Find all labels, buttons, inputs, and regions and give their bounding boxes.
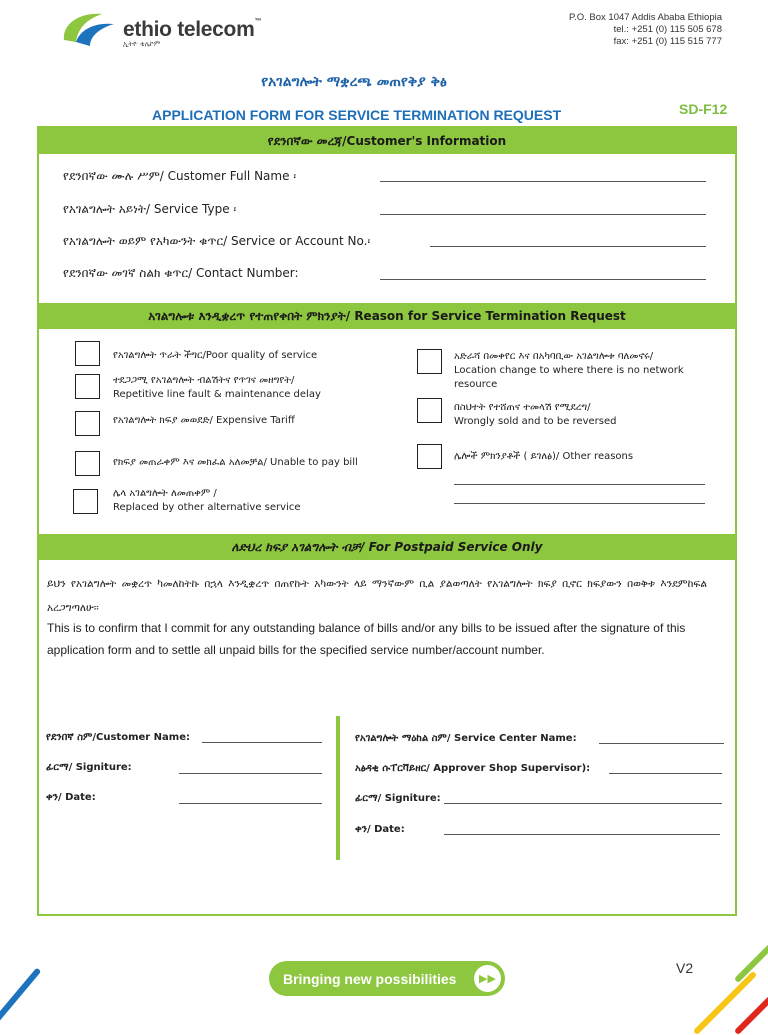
- poor-quality-label: የአገልግሎት ጥራት ችግር/Poor quality of service: [113, 350, 318, 361]
- decorative-stripe-blue: [0, 967, 41, 1024]
- form-title-english: APPLICATION FORM FOR SERVICE TERMINATION REQUEST: [152, 107, 562, 123]
- telephone: tel.: +251 (0) 115 505 678: [613, 24, 722, 35]
- customer-date-label: ቀን/ Date:: [46, 792, 96, 803]
- approver-signature-label: ፊርማ/ Signiture:: [355, 793, 441, 804]
- other-reasons-line-2[interactable]: [454, 503, 705, 504]
- service-center-name-label: የአገልግሎት ማዕከል ስም/ Service Center Name:: [355, 733, 577, 744]
- customer-full-name-field[interactable]: [380, 181, 706, 182]
- decorative-stripe-red: [734, 996, 768, 1035]
- wrongly-sold-checkbox[interactable]: [417, 398, 442, 423]
- service-type-label: የአገልግሎት አይነት/ Service Type ፡: [63, 202, 237, 216]
- contact-number-field[interactable]: [380, 279, 706, 280]
- account-number-label: የአገልግሎት ወይም የአካውንት ቁጥር/ Service or Account No.፡: [63, 234, 371, 248]
- location-change-label: አድራሻ በመቀየር እና በአካባቢው አገልግሎቱ ባለመኖሩ/ Location change to where there is no network resource: [454, 351, 684, 390]
- other-reasons-label: ሌሎች ምክንያቶች ( ይገለፅ)/ Other reasons: [454, 451, 634, 462]
- postpaid-commitment-amharic: ይህን የአገልግሎት መቋረጥ ካመለከትኩ በኋላ እንዲቋረጥ በጠየኩት አካውንት ላይ ማንኛውም ቢል ያልወጣለት የአገልግሎት ክፍያ ቢኖር ክፍያውን በወቅቱ እንደምከፍል አረጋግጣለሁ፡፡: [47, 578, 707, 614]
- po-box: P.O. Box 1047 Addis Ababa Ethiopia: [569, 12, 722, 23]
- approver-date-label: ቀን/ Date:: [355, 824, 405, 835]
- forward-arrow-icon: ▶▶: [474, 965, 501, 992]
- contact-block: [569, 12, 722, 48]
- customer-info-heading: የደንበኛው መረጃ/Customer's Information: [39, 128, 735, 154]
- account-number-field[interactable]: [430, 246, 706, 247]
- slogan-banner: [269, 961, 505, 996]
- slogan-text: Bringing new possibilities: [283, 970, 457, 987]
- form-code: SD-F12: [679, 101, 728, 117]
- service-center-name-field[interactable]: [599, 743, 724, 744]
- ethio-telecom-logo-icon: [60, 10, 116, 50]
- version-label: V2: [676, 960, 694, 976]
- contact-number-label: የደንበኛው መገኛ ስልክ ቁጥር/ Contact Number:: [63, 266, 299, 280]
- approver-date-field[interactable]: [444, 834, 720, 835]
- expensive-tariff-label: የአገልግሎት ክፍያ መወደድ/ Expensive Tariff: [113, 415, 295, 426]
- approver-supervisor-label: አፅዳቂ ሱፐርቫይዘር/ Approver Shop Supervisor):: [355, 763, 591, 774]
- expensive-tariff-checkbox[interactable]: [75, 411, 100, 436]
- poor-quality-checkbox[interactable]: [75, 341, 100, 366]
- service-type-field[interactable]: [380, 214, 706, 215]
- other-reasons-checkbox[interactable]: [417, 444, 442, 469]
- customer-signature-label: ፊርማ/ Signiture:: [46, 762, 132, 773]
- approver-supervisor-field[interactable]: [609, 773, 722, 774]
- alternative-service-label: ሌላ አገልግሎት ለመጠቀም / Replaced by other alternative service: [113, 488, 301, 513]
- signature-divider: [336, 716, 340, 860]
- customer-date-field[interactable]: [179, 803, 322, 804]
- customer-name-sign-field[interactable]: [202, 742, 322, 743]
- customer-name-label: የደንበኛ ስም/Customer Name:: [46, 732, 190, 743]
- unable-to-pay-label: የክፍያ መጠራቀም እና መክፈል አለመቻል/ Unable to pay bill: [113, 457, 358, 468]
- brand-name: ethio telecom™: [123, 18, 262, 41]
- customer-signature-field[interactable]: [179, 773, 322, 774]
- alternative-service-checkbox[interactable]: [73, 489, 98, 514]
- line-fault-checkbox[interactable]: [75, 374, 100, 399]
- wrongly-sold-label: በስህተት የተሸጠና ተመላሽ የሚደረግ/ Wrongly sold and to be reversed: [454, 402, 617, 427]
- form-title-amharic: የአገልግሎት ማቋረጫ መጠየቅያ ቅፅ: [261, 74, 447, 90]
- customer-full-name-label: የደንበኛው ሙሉ ሥም/ Customer Full Name ፡: [63, 169, 297, 183]
- postpaid-commitment-english: This is to confirm that I commit for any outstanding balance of bills and/or any bills to be issued after the signature of this application form and to settle all unpaid bills for the specified service number/account number.: [47, 621, 686, 657]
- location-change-checkbox[interactable]: [417, 349, 442, 374]
- other-reasons-line-1[interactable]: [454, 484, 705, 485]
- fax: fax: +251 (0) 115 515 777: [613, 36, 722, 47]
- postpaid-heading: ለድህረ ክፍያ አገልግሎት ብቻ/ For Postpaid Service Only: [39, 534, 735, 560]
- approver-signature-field[interactable]: [444, 803, 722, 804]
- unable-to-pay-checkbox[interactable]: [75, 451, 100, 476]
- line-fault-label: ተደጋጋሚ የአገልግሎት ብልሽትና የጥገና መዘግየት/ Repetitive line fault & maintenance delay: [113, 375, 321, 400]
- brand-name-amharic: ኢትዮ ቴሌኮም: [123, 40, 161, 48]
- reason-heading: አገልግሎቱ እንዲቋረጥ የተጠየቀበት ምክንያት/ Reason for Service Termination Request: [39, 303, 735, 329]
